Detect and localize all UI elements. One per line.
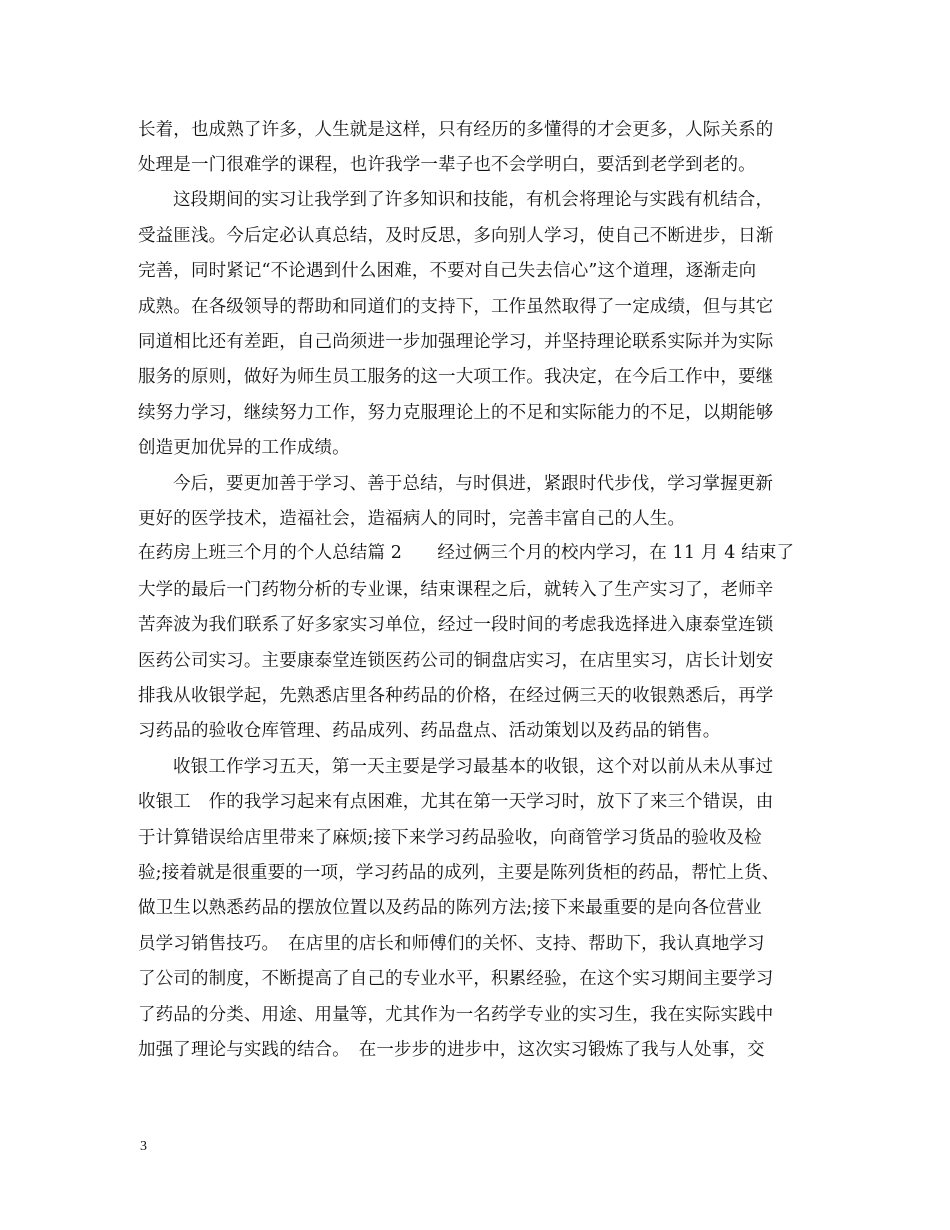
text-line: 验;接着就是很重要的一项，学习药品的成列，主要是陈列货柜的药品，帮忙上货、 bbox=[138, 863, 780, 883]
text-line: 员学习销售技巧。 在店里的店长和师傅们的关怀、支持、帮助下，我认真地学习 bbox=[138, 934, 765, 954]
text-line: 于计算错误给店里带来了麻烦;接下来学习药品验收，向商管学习货品的验收及检 bbox=[138, 828, 762, 848]
text-line: 苦奔波为我们联系了好多家实习单位，经过一段时间的考虑我选择进入康泰堂连锁 bbox=[138, 615, 774, 635]
text-line: 创造更加优异的工作成绩。 bbox=[138, 438, 350, 458]
text-line: 收银工 作的我学习起来有点困难，尤其在第一天学习时，放下了来三个错误，由 bbox=[138, 792, 774, 812]
text-line: 做卫生以熟悉药品的摆放位置以及药品的陈列方法;接下来最重要的是向各位营业 bbox=[138, 898, 762, 918]
text-line: 受益匪浅。今后定必认真总结，及时反思，多向别人学习，使自己不断进步，日渐 bbox=[138, 226, 774, 246]
paragraph-start-line: 收银工作学习五天，第一天主要是学习最基本的收银，这个对以前从未从事过 bbox=[173, 757, 774, 777]
text-line: 排我从收银学起，先熟悉店里各种药品的价格，在经过俩三天的收银熟悉后，再学 bbox=[138, 686, 774, 706]
text-line: 加强了理论与实践的结合。 在一步步的进步中，这次实习锻炼了我与人处事，交 bbox=[138, 1040, 765, 1060]
text-line: 了公司的制度，不断提高了自己的专业水平，积累经验，在这个实习期间主要学习 bbox=[138, 969, 774, 989]
text-line: 服务的原则，做好为师生员工服务的这一大项工作。我决定，在今后工作中，要继 bbox=[138, 367, 774, 387]
text-line: 习药品的验收仓库管理、药品成列、药品盘点、活动策划以及药品的销售。 bbox=[138, 721, 721, 741]
text-line: 处理是一门很难学的课程，也许我学一辈子也不会学明白，要活到老学到老的。 bbox=[138, 155, 756, 175]
text-line: 成熟。在各级领导的帮助和同道们的支持下，工作虽然取得了一定成绩，但与其它 bbox=[138, 297, 774, 317]
paragraph-start-line: 这段期间的实习让我学到了许多知识和技能，有机会将理论与实践有机结合， bbox=[173, 190, 774, 210]
text-line: 医药公司实习。主要康泰堂连锁医药公司的铜盘店实习，在店里实习，店长计划安 bbox=[138, 651, 774, 671]
text-line: 长着，也成熟了许多，人生就是这样，只有经历的多懂得的才会更多，人际关系的 bbox=[138, 120, 774, 140]
text-line: 完善，同时紧记“不论遇到什么困难，不要对自己失去信心”这个道理，逐渐走向 bbox=[138, 261, 757, 281]
page-number: 3 bbox=[140, 1139, 147, 1154]
text-line: 同道相比还有差距，自己尚须进一步加强理论学习，并坚持理论联系实际并为实际 bbox=[138, 332, 774, 352]
text-line: 续努力学习，继续努力工作，努力克服理论上的不足和实际能力的不足，以期能够 bbox=[138, 403, 774, 423]
text-line: 了药品的分类、用途、用量等，尤其作为一名药学专业的实习生，我在实际实践中 bbox=[138, 1005, 774, 1025]
text-line: 更好的医学技术，造福社会，造福病人的同时，完善丰富自己的人生。 bbox=[138, 509, 686, 529]
section-heading-line: 在药房上班三个月的个人总结篇 2 经过俩三个月的校内学习，在 11 月 4 结束了 bbox=[138, 543, 795, 563]
text-line: 大学的最后一门药物分析的专业课，结束课程之后，就转入了生产实习了，老师辛 bbox=[138, 580, 774, 600]
paragraph-start-line: 今后，要更加善于学习、善于总结，与时俱进，紧跟时代步伐，学习掌握更新 bbox=[173, 474, 774, 494]
